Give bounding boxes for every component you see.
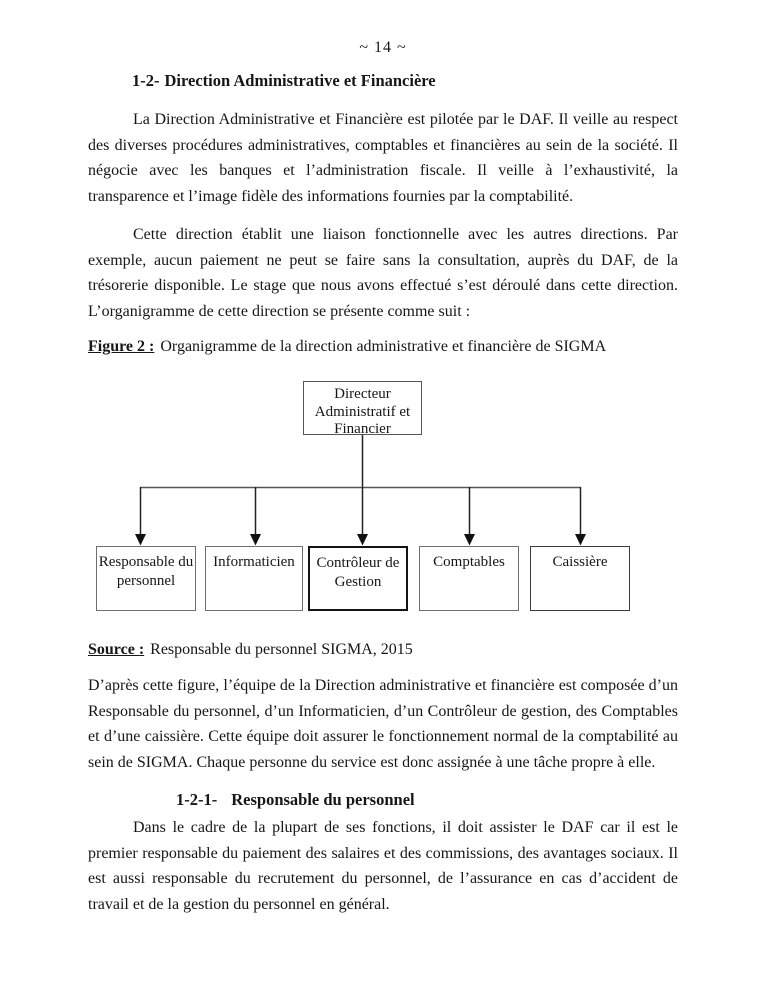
section-title: Direction Administrative et Financière bbox=[164, 71, 436, 90]
arrow-down-icon bbox=[250, 534, 261, 546]
arrow-down-icon bbox=[357, 534, 368, 546]
figure-caption-text: Organigramme de la direction administrative et financière de SIGMA bbox=[160, 338, 607, 355]
paragraph-1: La Direction Administrative et Financière est pilotée par le DAF. Il veille au respect des diverses procédures administratives, comptables et financières au sein de la société. Il négocie avec les banques et l’administration fiscale. Il veille à l’exhaustivité, la transparence et l’image fidèle des informations fournies par la comptabilité. bbox=[88, 111, 678, 205]
org-chart-figure bbox=[88, 363, 678, 613]
org-node-root: Directeur Administratif et Financier bbox=[303, 381, 422, 435]
figure-caption bbox=[88, 337, 678, 357]
source-line bbox=[88, 640, 678, 660]
org-node-controleur-gestion: Contrôleur de Gestion bbox=[308, 546, 408, 611]
paragraph-3: D’après cette figure, l’équipe de la Direction administrative et financière est composée d’un Responsable du personnel, d’un Informaticien, d’un Contrôleur de gestion, des Comptables et d’une caissière. Cette équipe doit assurer le fonctionnement normal de la comptabilité au sein de SIGMA. Chaque personne du service est donc assignée à une tâche propre à elle. bbox=[88, 677, 678, 771]
org-node-caissiere: Caissière bbox=[530, 546, 630, 611]
org-node-comptables: Comptables bbox=[419, 546, 519, 611]
section-number: 1-2-1- bbox=[176, 790, 218, 809]
section-number: 1-2- bbox=[132, 71, 160, 90]
section-title: Responsable du personnel bbox=[231, 790, 415, 809]
arrow-down-icon bbox=[575, 534, 586, 546]
source-label: Source : bbox=[88, 641, 145, 658]
figure-caption-label: Figure 2 : bbox=[88, 338, 155, 355]
arrow-down-icon bbox=[464, 534, 475, 546]
section-heading-1-2-1 bbox=[176, 790, 678, 810]
page-number: ~ 14 ~ bbox=[359, 39, 407, 56]
source-text: Responsable du personnel SIGMA, 2015 bbox=[150, 641, 413, 658]
org-node-responsable-personnel: Responsable du personnel bbox=[96, 546, 196, 611]
arrow-down-icon bbox=[135, 534, 146, 546]
org-node-informaticien: Informaticien bbox=[205, 546, 303, 611]
paragraph-2: Cette direction établit une liaison fonctionnelle avec les autres directions. Par exemple, aucun paiement ne peut se faire sans la consultation, auprès du DAF, de la trésorerie disponible. Le stage que nous avons effectué s’est déroulé dans cette direction. L’organigramme de cette direction se présente comme suit : bbox=[88, 226, 678, 320]
paragraph-4: Dans le cadre de la plupart de ses fonctions, il doit assister le DAF car il est le premier responsable du paiement des salaires et des commissions, des avantages sociaux. Il est aussi responsable du recrutement du personnel, de l’assurance en cas d’accident de travail et de la gestion du personnel en général. bbox=[88, 819, 678, 913]
section-heading-1-2 bbox=[132, 71, 678, 91]
